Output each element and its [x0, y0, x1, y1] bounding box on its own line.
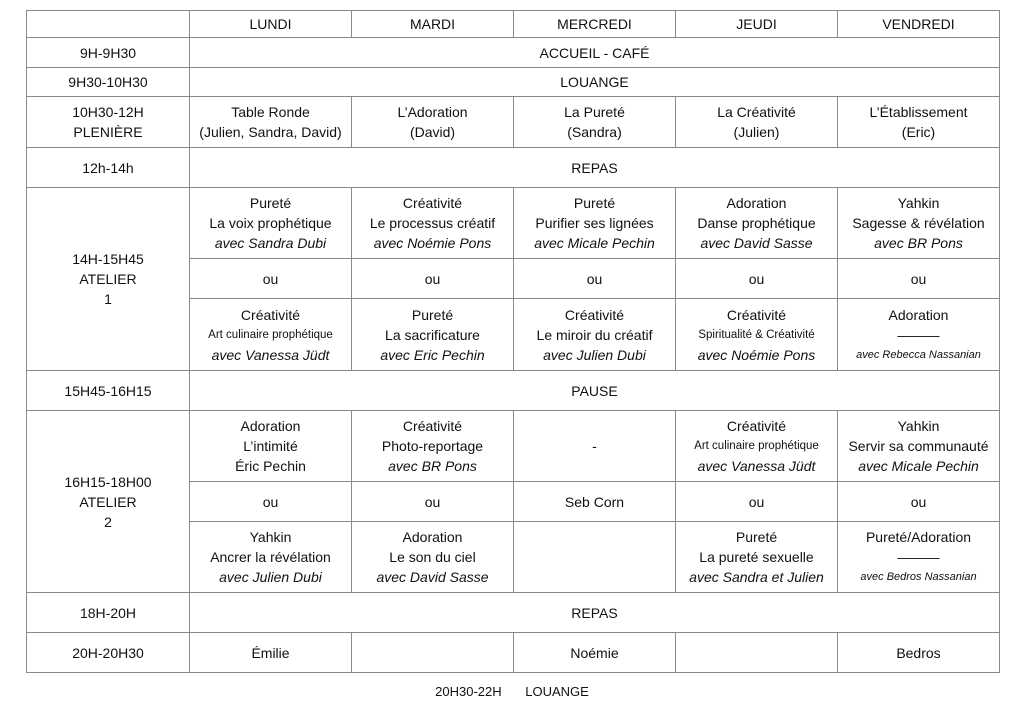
session-line: Sagesse & révélation [852, 215, 985, 231]
workshop-cell [190, 299, 352, 371]
ou-cell: ou [838, 482, 1000, 522]
session-line: avec David Sasse [376, 569, 489, 585]
workshop-cell [352, 188, 514, 259]
session-line: Art culinaire prophétique [694, 440, 819, 452]
atelier2-top-row [27, 411, 1000, 482]
session-line: avec Noémie Pons [697, 346, 816, 363]
session-line: avec Bedros Nassanian [860, 571, 977, 583]
time-cell [27, 97, 190, 148]
ou-cell: Seb Corn [514, 482, 676, 522]
workshop-cell [676, 188, 838, 259]
workshop-cell [190, 188, 352, 259]
workshop-cell [676, 522, 838, 593]
workshop-cell [838, 411, 1000, 482]
workshop-cell [514, 188, 676, 259]
name-cell: Noémie [514, 633, 676, 673]
session-cell [352, 97, 514, 148]
session-line: avec Micale Pechin [534, 235, 655, 251]
session-line: (Sandra) [567, 124, 622, 140]
span-cell: REPAS [190, 593, 1000, 633]
session-cell [838, 97, 1000, 148]
time-label: 2 [104, 513, 112, 530]
workshop-cell [514, 299, 676, 371]
span-cell: PAUSE [190, 371, 1000, 411]
workshop-cell [838, 188, 1000, 259]
session-line: avec BR Pons [874, 235, 963, 251]
session-cell [190, 97, 352, 148]
span-cell: ACCUEIL - CAFÉ [190, 38, 1000, 68]
session-line: avec BR Pons [388, 458, 477, 474]
session-title: Pureté [411, 306, 454, 323]
name-cell: Bedros [838, 633, 1000, 673]
footer-louange [0, 684, 1024, 699]
workshop-cell [676, 411, 838, 482]
day-header: MERCREDI [514, 11, 676, 38]
session-line: Art culinaire prophétique [208, 328, 333, 341]
session-line: (Eric) [901, 124, 936, 140]
day-header: JEUDI [676, 11, 838, 38]
session-title: Pureté [249, 195, 292, 211]
session-title: Adoration [402, 529, 463, 545]
day-header: VENDREDI [838, 11, 1000, 38]
session-title: Yahkin [897, 195, 940, 211]
session-line: Spiritualité & Créativité [698, 328, 815, 341]
name-cell [352, 633, 514, 673]
session-title: Créativité [726, 306, 787, 323]
session-line: Servir sa communauté [848, 438, 989, 454]
session-title: Créativité [240, 306, 301, 323]
session-line: (Julien) [733, 124, 780, 140]
repas-row [27, 593, 1000, 633]
session-line: (Julien, Sandra, David) [199, 124, 342, 140]
ou-cell: ou [352, 482, 514, 522]
session-line: avec Vanessa Jüdt [697, 458, 816, 474]
name-cell [676, 633, 838, 673]
footer-text: LOUANGE [525, 684, 589, 699]
pleniere-row [27, 97, 1000, 148]
session-line: Le son du ciel [389, 549, 476, 565]
pause-row [27, 371, 1000, 411]
session-title: - [592, 438, 597, 454]
workshop-cell [514, 522, 676, 593]
ou-cell: ou [190, 259, 352, 299]
session-title: L’Établissement [869, 104, 968, 120]
workshop-cell [352, 411, 514, 482]
day-header: LUNDI [190, 11, 352, 38]
session-line: (David) [409, 124, 456, 140]
day-header: MARDI [352, 11, 514, 38]
schedule-table [26, 10, 1000, 673]
session-line: L’intimité [243, 438, 298, 454]
session-title: Créativité [564, 306, 625, 323]
session-line: Danse prophétique [697, 215, 816, 231]
session-line: avec Rebecca Nassanian [856, 348, 981, 361]
session-title: Adoration [726, 195, 787, 211]
ou-cell: ou [190, 482, 352, 522]
workshop-cell [676, 299, 838, 371]
time-cell: 9H-9H30 [27, 38, 190, 68]
time-cell: 9H30-10H30 [27, 68, 190, 97]
session-title: Pureté [573, 195, 616, 211]
soir-row [27, 633, 1000, 673]
session-title: Yahkin [897, 418, 940, 434]
workshop-cell [190, 411, 352, 482]
session-line: avec David Sasse [700, 235, 813, 251]
session-line: ——— [897, 549, 940, 565]
repas-row [27, 148, 1000, 188]
session-line: avec Eric Pechin [380, 346, 485, 363]
session-title: Table Ronde [231, 104, 310, 120]
session-line: avec Vanessa Jüdt [211, 346, 330, 363]
session-line: avec Sandra Dubi [214, 235, 327, 251]
workshop-cell [514, 411, 676, 482]
time-cell: 12h-14h [27, 148, 190, 188]
session-line: Le miroir du créatif [536, 326, 653, 343]
session-title: La Créativité [717, 104, 796, 120]
accueil-row [27, 38, 1000, 68]
ou-cell: ou [676, 259, 838, 299]
session-line: Purifier ses lignées [535, 215, 654, 231]
session-title: Adoration [888, 306, 949, 323]
ou-cell: ou [838, 259, 1000, 299]
session-line: La pureté sexuelle [699, 549, 814, 565]
time-label: 10H30-12H [72, 104, 144, 120]
time-label: 1 [104, 291, 112, 307]
corner-cell [27, 11, 190, 38]
session-line: avec Noémie Pons [373, 235, 492, 251]
session-line: ——— [897, 326, 940, 343]
session-line: Photo-reportage [381, 438, 484, 454]
ou-cell: ou [352, 259, 514, 299]
time-label: ATELIER [79, 493, 137, 510]
louange-row [27, 68, 1000, 97]
session-line: Le processus créatif [369, 215, 496, 231]
workshop-cell [838, 522, 1000, 593]
workshop-cell [352, 522, 514, 593]
atelier1-top-row [27, 188, 1000, 259]
footer-time: 20H30-22H [435, 684, 502, 699]
session-title: Créativité [402, 195, 463, 211]
time-label: 14H-15H45 [72, 251, 144, 267]
session-line: Éric Pechin [235, 458, 306, 474]
session-line: Ancrer la révélation [210, 549, 331, 565]
time-cell [27, 411, 190, 593]
workshop-cell [838, 299, 1000, 371]
span-cell: LOUANGE [190, 68, 1000, 97]
session-cell [676, 97, 838, 148]
session-line: avec Julien Dubi [219, 569, 322, 585]
workshop-cell [190, 522, 352, 593]
time-cell: 15H45-16H15 [27, 371, 190, 411]
session-title: Pureté [735, 529, 778, 545]
workshop-cell [352, 299, 514, 371]
session-title: Adoration [240, 418, 301, 434]
header-row [27, 11, 1000, 38]
session-line: La voix prophétique [209, 215, 332, 231]
session-line: avec Sandra et Julien [689, 569, 824, 585]
time-label: ATELIER [79, 271, 137, 287]
session-cell [514, 97, 676, 148]
session-title: Créativité [402, 418, 463, 434]
session-title: L’Adoration [397, 104, 468, 120]
session-line: avec Micale Pechin [858, 458, 979, 474]
time-cell [27, 188, 190, 371]
session-title: La Pureté [564, 104, 625, 120]
session-line: La sacrificature [385, 326, 480, 343]
ou-cell: ou [676, 482, 838, 522]
time-label: PLENIÈRE [73, 124, 143, 140]
ou-cell: ou [514, 259, 676, 299]
name-cell: Émilie [190, 633, 352, 673]
time-cell: 18H-20H [27, 593, 190, 633]
session-title: Pureté/Adoration [865, 529, 972, 545]
time-label: 16H15-18H00 [64, 473, 152, 490]
session-line: avec Julien Dubi [543, 346, 646, 363]
time-cell: 20H-20H30 [27, 633, 190, 673]
session-title: Yahkin [249, 529, 292, 545]
span-cell: REPAS [190, 148, 1000, 188]
session-title: Créativité [726, 418, 787, 434]
